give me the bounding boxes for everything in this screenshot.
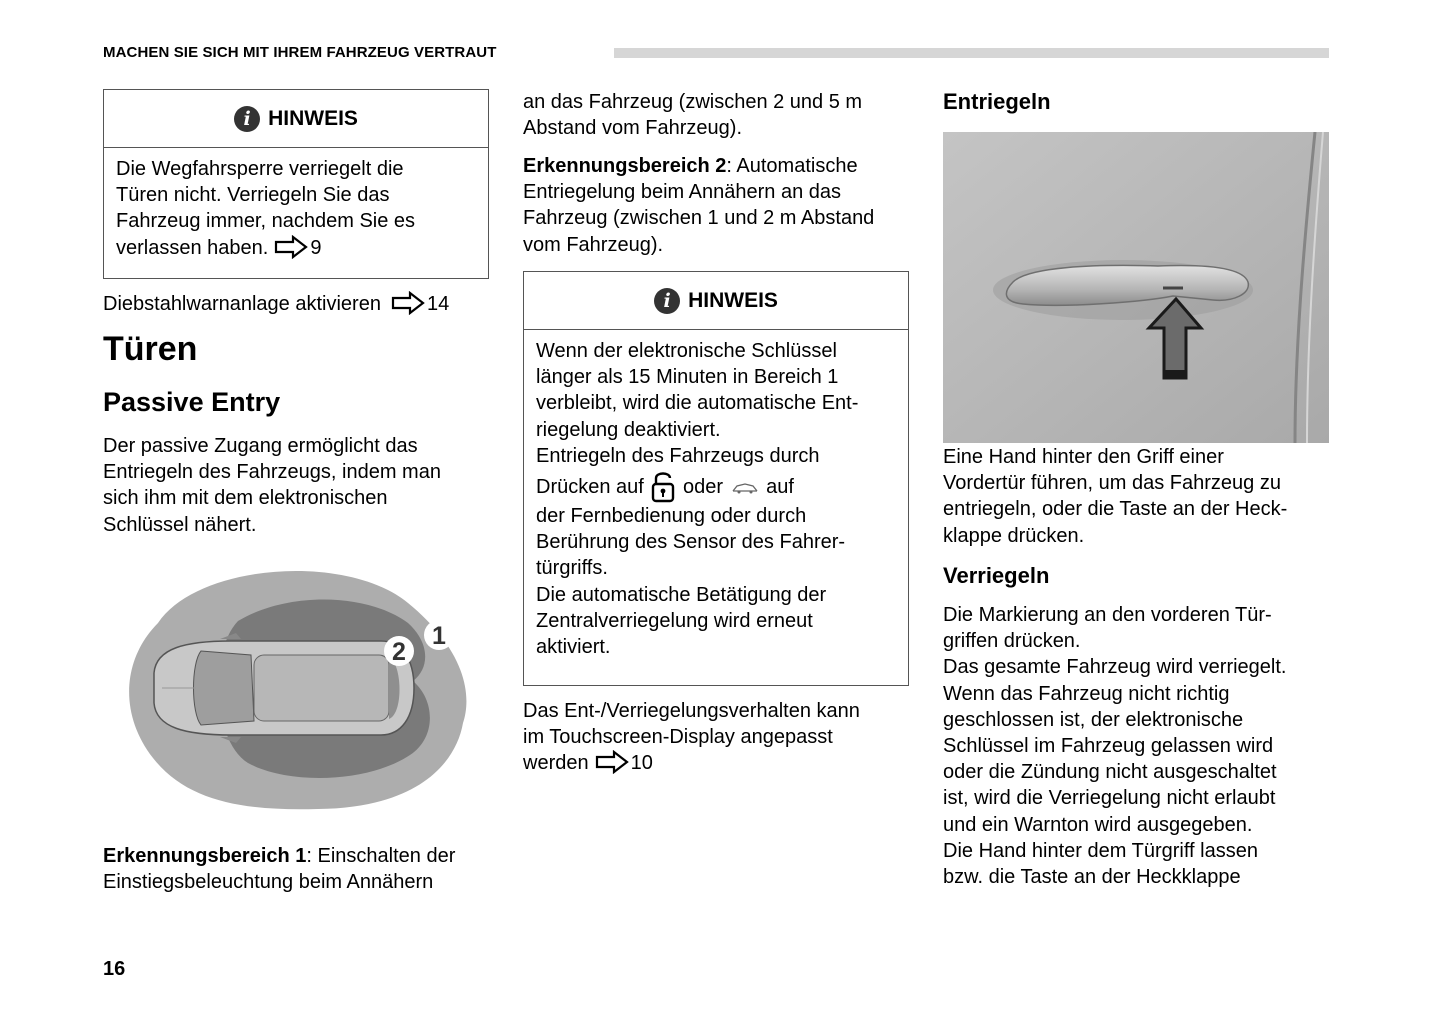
note-line: Drücken auf oder auf — [536, 469, 896, 503]
note-box-auto-unlock — [523, 271, 909, 686]
note-line: Die automatische Betätigung der — [536, 583, 827, 606]
zone-2-description: Erkennungsbereich 2: Automatische Entriegelung beim Annähern an das Fahrzeug (zwischen 1 und 2 m Abstand vom Fahrzeug). — [523, 155, 875, 256]
note-header — [104, 90, 488, 148]
door-handle-photo — [943, 132, 1329, 443]
alarm-reference: Diebstahlwarnanlage aktivieren 14 — [103, 293, 450, 315]
note-title: HINWEIS — [268, 106, 358, 130]
lock-paragraph: Die Markierung an den vorderen Tür- griffen drücken. Das gesamte Fahrzeug wird verriegelt. Wenn das Fahrzeug nicht richtig geschlossen ist, der elektronische Schlüssel im Fahrzeug gelassen wird oder die Zündung nicht ausgeschaltet ist, wird die Verriegelung nicht erlaubt und ein Warnton wird ausgegeben. Die Hand hinter dem Türgriff lassen bzw. die Taste an der Heckklappe — [943, 604, 1287, 889]
zone-2-label: 2 — [392, 638, 406, 666]
unlock-button-icon — [649, 469, 677, 503]
car-top-view — [154, 633, 414, 743]
note-line: Entriegeln des Fahrzeugs durch — [536, 444, 820, 467]
zone-1-description: Erkennungsbereich 1: Einschalten der Einstiegsbeleuchtung beim Annähern — [103, 845, 456, 894]
note-line: verlassen haben. 9 — [116, 236, 322, 259]
running-header: MACHEN SIE SICH MIT IHREM FAHRZEUG VERTRAUT — [103, 44, 497, 61]
zone-1-label: 1 — [432, 622, 446, 650]
page-number: 16 — [103, 958, 126, 980]
subsection-title: Passive Entry — [103, 387, 281, 417]
note-line: länger als 15 Minuten in Bereich 1 — [536, 366, 839, 389]
note-line: Wenn der elektronische Schlüssel — [536, 340, 837, 362]
detection-zone-diagram — [118, 563, 468, 813]
info-icon: i — [654, 288, 680, 314]
tailgate-button-icon — [731, 477, 759, 497]
note-line: verbleibt, wird die automatische Ent- — [536, 392, 859, 415]
page-ref: 14 — [426, 293, 450, 315]
page-ref: 9 — [310, 236, 322, 259]
zone-1-continuation: an das Fahrzeug (zwischen 2 und 5 m Abstand vom Fahrzeug). — [523, 91, 863, 140]
note-line: Zentralverriegelung wird erneut — [536, 609, 813, 632]
note-box-immobilizer — [103, 89, 489, 279]
header-rule — [614, 48, 1329, 58]
note-line: Fahrzeug immer, nachdem Sie es — [116, 210, 416, 233]
note-line: Berührung des Sensor des Fahrer- — [536, 531, 846, 554]
note-header — [524, 272, 908, 330]
note-line: Die Wegfahrsperre verriegelt die — [116, 158, 404, 180]
section-title: Türen — [103, 330, 198, 368]
note-line: riegelung deaktiviert. — [536, 418, 721, 441]
customization-paragraph: Das Ent-/Verriegelungsverhalten kann im Touchscreen-Display angepasst werden 10 — [523, 700, 860, 775]
note-title: HINWEIS — [688, 288, 778, 312]
page-reference-arrow-icon — [391, 291, 425, 315]
lock-heading: Verriegeln — [943, 563, 1050, 588]
note-line: Türen nicht. Verriegeln Sie das — [116, 184, 390, 207]
page-reference-arrow-icon — [595, 750, 629, 774]
note-line: türgriffs. — [536, 557, 608, 580]
unlock-paragraph: Eine Hand hinter den Griff einer Vordertür führen, um das Fahrzeug zu entriegeln, oder die Taste an der Heck- klappe drücken. — [943, 446, 1288, 547]
note-line: der Fernbedienung oder durch — [536, 505, 807, 528]
page-ref: 10 — [630, 752, 653, 775]
note-line: aktiviert. — [536, 636, 611, 659]
unlock-heading: Entriegeln — [943, 89, 1051, 114]
intro-paragraph: Der passive Zugang ermöglicht das Entriegeln des Fahrzeugs, indem man sich ihm mit dem elektronischen Schlüssel nähert. — [103, 435, 441, 536]
page-reference-arrow-icon — [274, 235, 308, 259]
info-icon: i — [234, 106, 260, 132]
